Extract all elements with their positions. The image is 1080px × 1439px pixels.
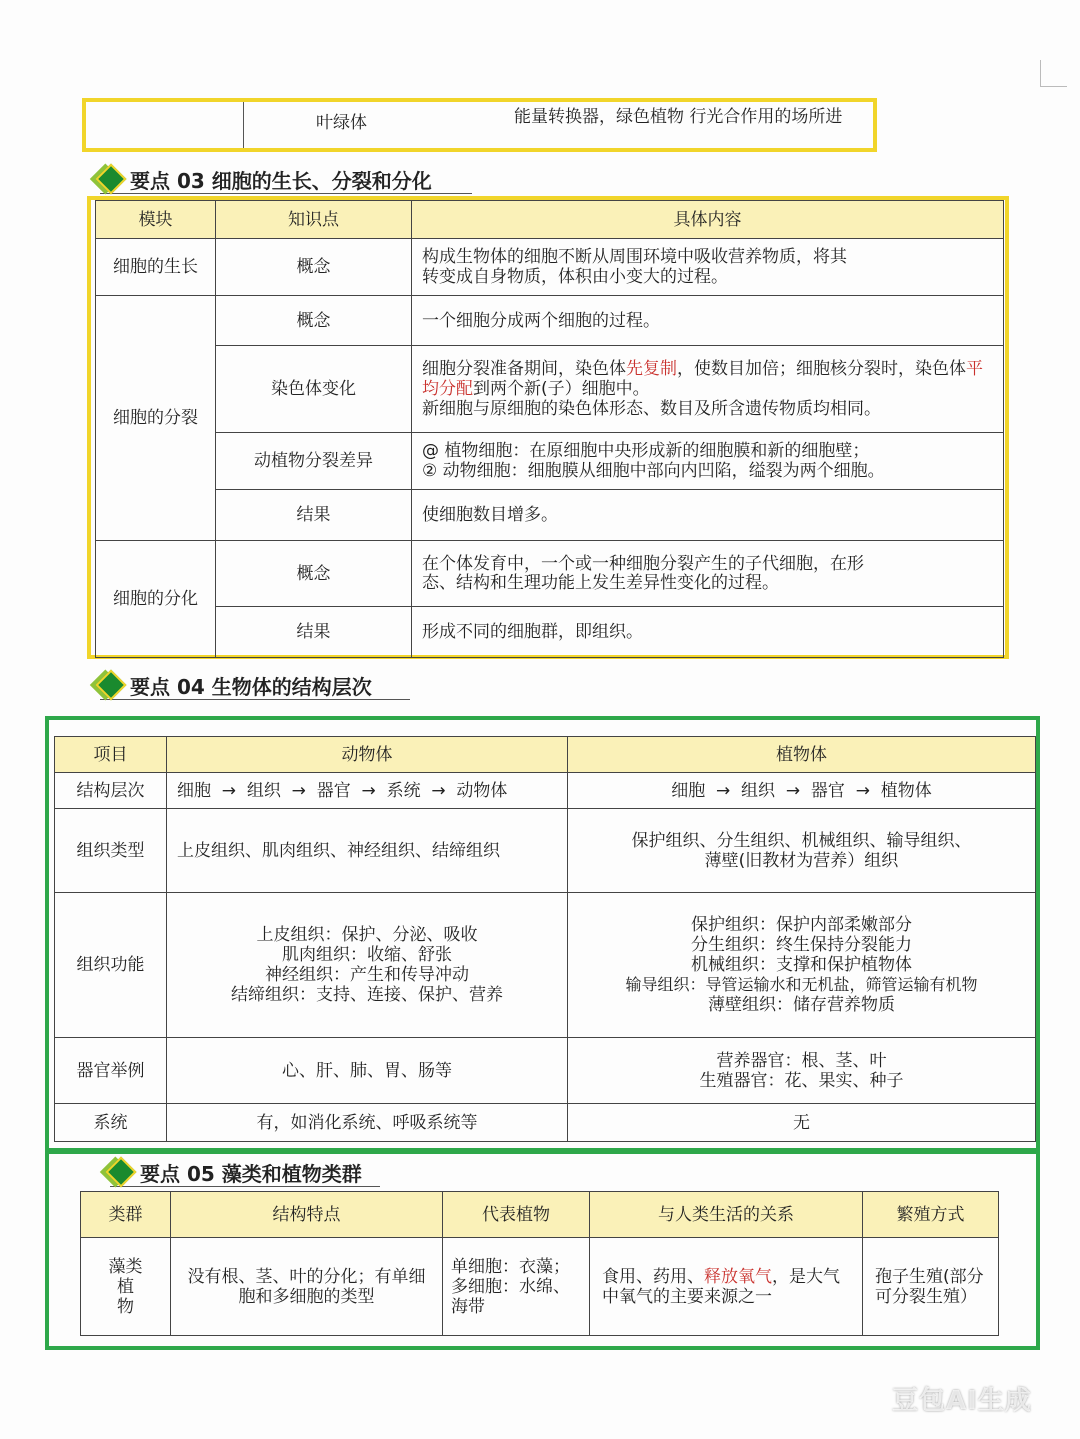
algae-representatives: 单细胞：衣藻；多细胞：水绵、海带: [443, 1238, 590, 1336]
animal-function-line: 神经组织：产生和传导冲动: [265, 965, 469, 985]
diff-plant-line: @ 植物细胞：在原细胞中央形成新的细胞膜和新的细胞壁；: [422, 441, 870, 461]
cell-growth-table: [95, 200, 1004, 658]
section-heading-05: [110, 1158, 380, 1187]
group-line: 物: [117, 1296, 134, 1317]
section-03-frame: [87, 196, 1009, 659]
plant-structure-level: 细胞 → 组织 → 器官 → 植物体: [568, 773, 1036, 809]
chromosome-text-d: 新细胞与原细胞的染色体形态、数目及所含遗传物质均相同。: [422, 399, 881, 419]
plant-function-line: 输导组织：导管运输水和无机盐，筛管运输有机物: [625, 975, 978, 994]
group-line: 植: [117, 1276, 134, 1297]
structure-level-table: [54, 736, 1036, 1142]
point-growth-concept: 概念: [216, 239, 412, 296]
animal-system: 有，如消化系统、呼吸系统等: [167, 1104, 568, 1142]
diff-animal-line: ② 动物细胞：细胞膜从细胞中部向内凹陷，缢裂为两个细胞。: [422, 461, 885, 481]
item-structure-level: 结构层次: [55, 773, 167, 809]
header-representative: 代表植物: [443, 1192, 590, 1238]
plant-organ-line: 生殖器官：花、果实、种子: [699, 1070, 904, 1091]
strip-cell-empty: [86, 102, 244, 148]
algae-features: 没有根、茎、叶的分化；有单细胞和多细胞的类型: [171, 1238, 443, 1336]
watermark: 豆包AI生成: [892, 1386, 1032, 1416]
diamond-bullet-icon: [105, 1156, 136, 1187]
top-table-strip: [82, 98, 877, 152]
table-row: [55, 1104, 1036, 1142]
item-tissue-functions: 组织功能: [55, 893, 167, 1038]
item-tissue-types: 组织类型: [55, 809, 167, 893]
header-animal: 动物体: [167, 737, 568, 773]
point-diff-concept: 概念: [216, 541, 412, 607]
header-point: 知识点: [216, 201, 412, 239]
strip-cell-description: 能量转换器，绿色植物 行光合作用的场所进: [514, 107, 843, 127]
plant-function-line: 薄壁组织：储存营养物质: [708, 995, 895, 1015]
table-header-row: [96, 201, 1004, 239]
table-row: [55, 809, 1036, 893]
header-group: 类群: [81, 1192, 171, 1238]
point-division-concept: 概念: [216, 296, 412, 346]
table-row: [81, 1238, 999, 1336]
animal-function-line: 结缔组织：支持、连接、保护、营养: [231, 985, 503, 1005]
plant-organ-line: 营养器官：根、茎、叶: [716, 1050, 887, 1071]
animal-tissue-types: 上皮组织、肌肉组织、神经组织、结缔组织: [167, 809, 568, 893]
table-row: [96, 346, 1004, 433]
section-title-05: 要点 05 藻类和植物类群: [140, 1161, 362, 1186]
table-row: [55, 893, 1036, 1038]
page-corner-mark: [1040, 60, 1067, 87]
chromosome-highlight-copy: 先复制: [626, 359, 677, 379]
strip-cell-chloroplast: 叶绿体: [316, 113, 367, 133]
table-row: [96, 239, 1004, 296]
section-04-frame: [45, 716, 1040, 1152]
table-header-row: [55, 737, 1036, 773]
module-growth: 细胞的生长: [96, 239, 216, 296]
table-header-row: [81, 1192, 999, 1238]
point-chromosome: 染色体变化: [216, 346, 412, 433]
content-chromosome: [412, 346, 1004, 433]
algae-reproduction: 孢子生殖(部分可分裂生殖）: [863, 1238, 999, 1336]
module-division: 细胞的分裂: [96, 296, 216, 541]
header-reproduction: 繁殖方式: [863, 1192, 999, 1238]
point-division-result: 结果: [216, 490, 412, 541]
relation-text-a: 食用、药用、: [602, 1266, 704, 1287]
header-features: 结构特点: [171, 1192, 443, 1238]
diamond-bullet-icon: [95, 163, 126, 194]
header-relation: 与人类生活的关系: [590, 1192, 863, 1238]
section-title-03: 要点 03 细胞的生长、分裂和分化: [130, 168, 432, 193]
chromosome-highlight-split: 平均分配: [422, 359, 983, 399]
point-plant-animal-diff: 动植物分裂差异: [216, 433, 412, 490]
content-growth: 构成生物体的细胞不断从周围环境中吸收营养物质，将其转变成自身物质，体积由小变大的过程。: [412, 239, 1004, 296]
plant-organ-examples: [568, 1038, 1036, 1104]
animal-organ-examples: 心、肝、肺、胃、肠等: [167, 1038, 568, 1104]
header-content: 具体内容: [412, 201, 1004, 239]
plant-system: 无: [568, 1104, 1036, 1142]
plant-function-line: 机械组织：支撑和保护植物体: [691, 955, 912, 975]
relation-highlight: 释放氧气: [704, 1266, 772, 1287]
content-diff-result: 形成不同的细胞群，即组织。: [412, 607, 1004, 658]
module-differentiation: 细胞的分化: [96, 541, 216, 658]
group-line: 藻类: [108, 1256, 143, 1277]
chromosome-text-b: ，使数目加倍；细胞核分裂时，染色体: [677, 359, 966, 379]
plant-tissue-functions: [568, 893, 1036, 1038]
table-row: [96, 433, 1004, 490]
table-row: [55, 773, 1036, 809]
algae-plant-table: [80, 1191, 999, 1336]
table-row: [96, 607, 1004, 658]
chromosome-text-c: 到两个新(子）细胞中。: [473, 379, 650, 399]
point-diff-result: 结果: [216, 607, 412, 658]
table-row: [55, 1038, 1036, 1104]
relation-text-b: ，是大气中氧气的主要来源之一: [602, 1266, 840, 1307]
content-plant-animal-diff: [412, 433, 1004, 490]
section-heading-03: [100, 165, 472, 194]
table-row: [96, 541, 1004, 607]
content-division-result: 使细胞数目增多。: [412, 490, 1004, 541]
plant-tissue-types: 保护组织、分生组织、机械组织、输导组织、薄壁(旧教材为营养）组织: [568, 809, 1036, 893]
table-row: [96, 490, 1004, 541]
table-row: [96, 296, 1004, 346]
item-system: 系统: [55, 1104, 167, 1142]
content-division-concept: 一个细胞分成两个细胞的过程。: [412, 296, 1004, 346]
content-diff-concept: 在个体发育中，一个或一种细胞分裂产生的子代细胞，在形态、结构和生理功能上发生差异性变化的过程。: [412, 541, 1004, 607]
header-module: 模块: [96, 201, 216, 239]
chromosome-text-a: 细胞分裂准备期间，染色体: [422, 359, 626, 379]
header-plant: 植物体: [568, 737, 1036, 773]
section-heading-04: [100, 671, 410, 700]
animal-structure-level: 细胞 → 组织 → 器官 → 系统 → 动物体: [167, 773, 568, 809]
algae-relation: [590, 1238, 863, 1336]
animal-function-line: 肌肉组织：收缩、舒张: [282, 945, 452, 965]
header-item: 项目: [55, 737, 167, 773]
animal-tissue-functions: [167, 893, 568, 1038]
item-organ-examples: 器官举例: [55, 1038, 167, 1104]
diamond-bullet-icon: [95, 669, 126, 700]
group-algae: [81, 1238, 171, 1336]
animal-function-line: 上皮组织：保护、分泌、吸收: [256, 925, 478, 945]
plant-function-line: 保护组织：保护内部柔嫩部分: [691, 915, 912, 935]
section-title-04: 要点 04 生物体的结构层次: [130, 674, 372, 699]
plant-function-line: 分生组织：终生保持分裂能力: [691, 935, 912, 955]
